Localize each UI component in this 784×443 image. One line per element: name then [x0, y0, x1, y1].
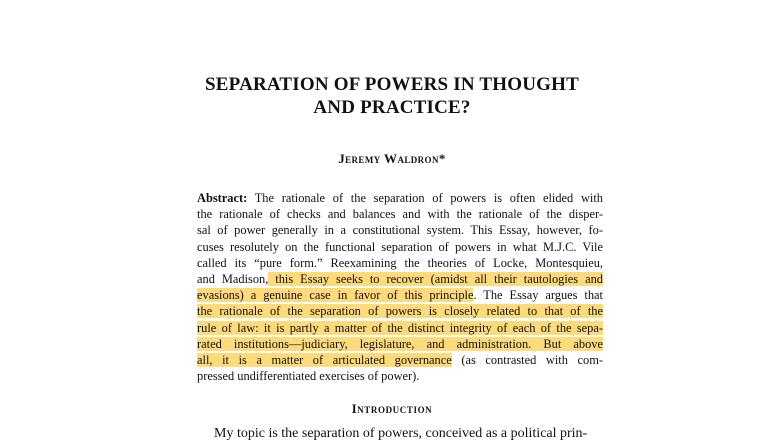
abstract-line: the rationale of checks and balances and with the rationale of the disper- [197, 207, 603, 222]
highlighted-text[interactable]: the rationale of the separation of powers is closely related to that of the [197, 304, 603, 319]
abstract-text: (as contrasted with com- [451, 352, 604, 367]
abstract-line [197, 320, 603, 336]
abstract-line: sal of power generally in a constitutional system. This Essay, however, fo- [197, 223, 603, 238]
abstract-block [197, 190, 603, 384]
highlighted-text[interactable]: all, it is a matter of articulated governance [197, 352, 452, 367]
abstract-line: cuses resolutely on the functional separation of powers in what M.J.C. Vile [197, 239, 603, 254]
abstract-line [197, 190, 603, 206]
abstract-line [197, 303, 603, 319]
abstract-line: pressed undifferentiated exercises of power). [197, 369, 420, 384]
highlighted-text[interactable]: this Essay seeks to recover (amidst all their tautologies and [268, 271, 603, 286]
abstract-line [197, 336, 603, 352]
abstract-line: called its “pure form.” Reexamining the theories of Locke, Montesquieu, [197, 255, 603, 270]
highlighted-text[interactable]: evasions) a genuine case in favor of this principle [197, 288, 474, 303]
author-name: Jeremy Waldron* [338, 151, 446, 166]
abstract-text: . The Essay argues that [473, 288, 603, 303]
highlighted-text[interactable]: rated institutions—judiciary, legislature, and administration. But above [197, 336, 603, 351]
abstract-line [197, 352, 603, 368]
paper-title-line-2: AND PRACTICE? [313, 97, 471, 118]
paper-title-line-1: SEPARATION OF POWERS IN THOUGHT [205, 74, 579, 95]
abstract-line [197, 287, 603, 303]
abstract-text: and Madison, [197, 271, 269, 286]
abstract-label: Abstract: [197, 191, 248, 205]
abstract-text: The rationale of the separation of powers is often elided with [247, 191, 603, 205]
highlighted-text[interactable]: rule of law: it is partly a matter of the distinct integrity of each of the sepa- [197, 320, 603, 335]
abstract-line [197, 271, 603, 287]
body-paragraph: My topic is the separation of powers, conceived as a political prin- [214, 426, 588, 441]
section-heading-introduction: Introduction [351, 402, 433, 416]
